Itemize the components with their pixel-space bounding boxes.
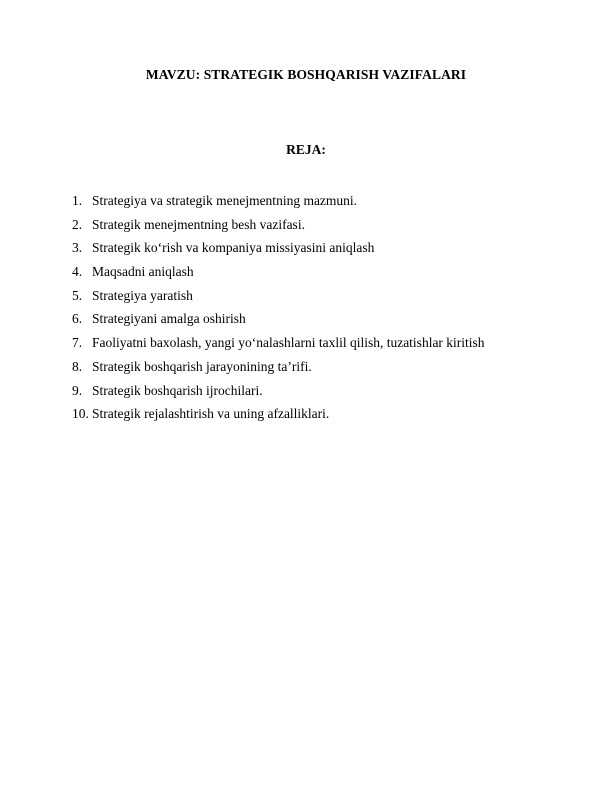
plan-item-7	[72, 331, 485, 355]
plan-item-text: Strategik boshqarish jarayonining ta’rifi.	[92, 358, 312, 374]
plan-item-5	[72, 284, 485, 308]
plan-item-3	[72, 236, 485, 260]
plan-item-9	[72, 379, 485, 403]
plan-item-4	[72, 260, 485, 284]
plan-item-number: 1.	[72, 193, 83, 208]
plan-item-number: 6.	[72, 311, 83, 327]
plan-heading: REJA:	[286, 142, 326, 157]
document-title: MAVZU: STRATEGIK BOSHQARISH VAZIFALARI	[145, 67, 467, 82]
plan-item-8	[72, 355, 485, 379]
plan-item-number: 5.	[72, 287, 83, 303]
plan-item-number: 3.	[72, 240, 83, 256]
plan-item-text: Strategiya yaratish	[92, 287, 193, 303]
plan-item-number: 2.	[72, 216, 83, 232]
plan-item-text: Faoliyatni baxolash, yangi yo‘nalashlarni taxlil qilish, tuzatishlar kiritish	[92, 335, 485, 351]
plan-item-text: Strategik rejalashtirish va uning afzalliklari.	[92, 406, 330, 422]
plan-item-text: Strategik ko‘rish va kompaniya missiyasini aniqlash	[92, 240, 375, 256]
plan-item-text: Strategik boshqarish ijrochilari.	[92, 382, 263, 398]
plan-list	[72, 189, 485, 426]
plan-item-number: 7.	[72, 335, 83, 351]
plan-item-2	[72, 213, 485, 237]
plan-item-text: Maqsadni aniqlash	[92, 264, 194, 280]
plan-item-1	[72, 189, 485, 213]
plan-item-number: 4.	[72, 264, 83, 280]
plan-item-number: 10.	[72, 406, 89, 422]
plan-item-number: 9.	[72, 382, 83, 398]
plan-item-number: 8.	[72, 358, 83, 374]
plan-item-text: Strategiya va strategik menejmentning mazmuni.	[92, 193, 358, 208]
plan-item-text: Strategiyani amalga oshirish	[92, 311, 246, 327]
plan-item-10	[72, 402, 485, 426]
plan-item-text: Strategik menejmentning besh vazifasi.	[92, 216, 305, 232]
plan-item-6	[72, 307, 485, 331]
